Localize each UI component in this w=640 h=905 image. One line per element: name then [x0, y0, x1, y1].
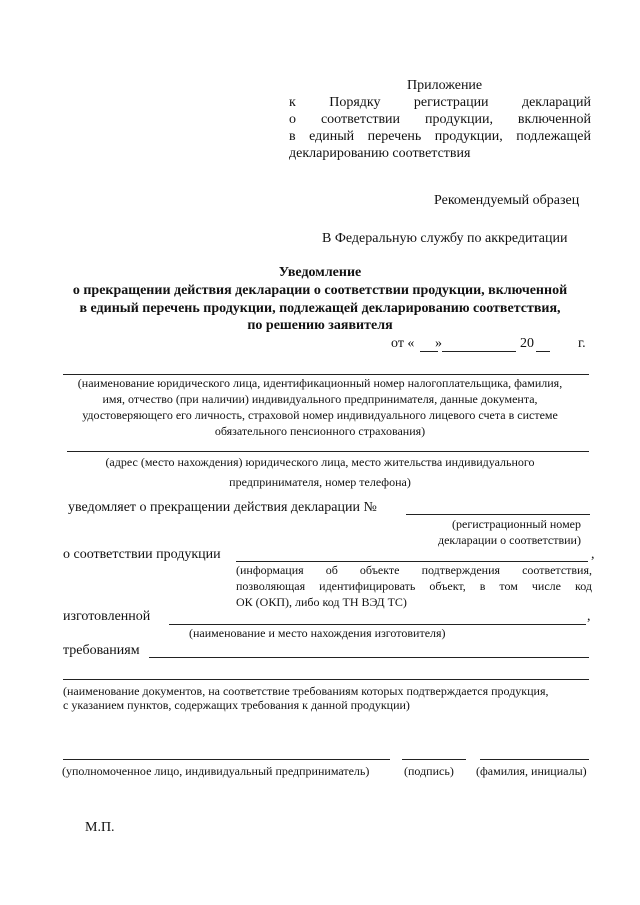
- appendix-line-1: [289, 95, 591, 111]
- notice-subtitle-2: в единый перечень продукции, подлежащей декларированию соответствия,: [79, 301, 561, 316]
- applicant-caption-1: (наименование юридического лица, идентификационный номер налогоплательщика, фамилия,: [77, 376, 563, 390]
- requirements-label: требованиям: [63, 643, 140, 658]
- manufacturer-comma: ,: [587, 609, 591, 624]
- product-caption-word: идентифицировать: [319, 579, 416, 593]
- appendix-word: продукции,: [424, 112, 493, 127]
- appendix-word: о: [289, 112, 296, 127]
- seal-mark: М.П.: [85, 820, 115, 835]
- applicant-caption-4: обязательного пенсионного страхования): [214, 424, 426, 438]
- appendix-title: Приложение: [407, 78, 483, 93]
- authorized-person-caption: (уполномоченное лицо, индивидуальный предприниматель): [62, 764, 370, 778]
- declaration-number-caption-1: (регистрационный номер: [452, 517, 581, 531]
- declaration-number-caption-2: декларации о соответствии): [438, 533, 581, 547]
- product-caption-3: ОК (ОКП), либо код ТН ВЭД ТС): [236, 595, 407, 609]
- appendix-word: регистрации: [413, 95, 489, 110]
- addressee: В Федеральную службу по аккредитации: [322, 231, 568, 246]
- address-caption-2: предпринимателя, номер телефона): [229, 475, 411, 489]
- appendix-line-2: [289, 112, 591, 128]
- product-caption-word: код: [574, 579, 592, 593]
- date-year-suffix: г.: [578, 336, 586, 351]
- manufacturer-field[interactable]: [169, 624, 586, 625]
- appendix-line-4: декларированию соответствия: [289, 146, 471, 161]
- product-caption-word: позволяющая: [236, 579, 306, 593]
- appendix-word: деклараций: [521, 95, 591, 110]
- requirements-field[interactable]: [149, 657, 589, 658]
- notice-subtitle-1: о прекращении действия декларации о соответствии продукции, включенной: [72, 283, 568, 298]
- product-caption-word: (информация: [236, 563, 304, 577]
- product-caption-1: [236, 563, 592, 578]
- product-caption-word: соответствия,: [522, 563, 592, 577]
- appendix-word: Порядку: [329, 95, 381, 110]
- address-caption-1: (адрес (место нахождения) юридического лица, место жительства индивидуального: [105, 455, 535, 469]
- product-caption-word: об: [325, 563, 338, 577]
- product-caption-word: в: [479, 579, 486, 593]
- requirements-field-2[interactable]: [63, 679, 589, 680]
- product-caption-word: числе: [531, 579, 561, 593]
- signature-field[interactable]: [402, 759, 466, 760]
- product-field[interactable]: [236, 561, 588, 562]
- date-quote-close: »: [435, 336, 442, 351]
- date-year-field[interactable]: [536, 351, 550, 352]
- requirements-caption-1: (наименование документов, на соответствие требованиям которых подтверждается продукция,: [63, 684, 549, 698]
- appendix-word: соответствии: [320, 112, 401, 127]
- sample-label: Рекомендуемый образец: [434, 193, 580, 208]
- requirements-caption-2: с указанием пунктов, содержащих требования к данной продукции): [63, 698, 410, 712]
- product-caption-word: подтверждения: [421, 563, 501, 577]
- notice-title: Уведомление: [278, 265, 362, 280]
- address-field[interactable]: [67, 451, 589, 452]
- appendix-word: включенной: [517, 112, 591, 127]
- applicant-caption-3: удостоверяющего его личность, страховой номер индивидуального лицевого счета в системе: [82, 408, 558, 422]
- full-name-field[interactable]: [480, 759, 589, 760]
- appendix-line-3: в единый перечень продукции, подлежащей: [289, 129, 591, 144]
- applicant-field[interactable]: [63, 374, 589, 375]
- full-name-caption: (фамилия, инициалы): [476, 764, 587, 778]
- signature-caption: (подпись): [404, 764, 454, 778]
- notifies-text: уведомляет о прекращении действия декларации №: [68, 500, 377, 515]
- date-prefix: от «: [391, 336, 415, 351]
- applicant-caption-2: имя, отчество (при наличии) индивидуального предпринимателя, данные документа,: [102, 392, 538, 406]
- declaration-number-field[interactable]: [406, 514, 590, 515]
- product-caption-word: объекте: [359, 563, 400, 577]
- product-comma: ,: [591, 547, 595, 562]
- notice-subtitle-3: по решению заявителя: [247, 318, 393, 333]
- appendix-word: к: [289, 95, 296, 110]
- product-caption-word: объект,: [429, 579, 466, 593]
- manufacturer-label: изготовленной: [63, 609, 151, 624]
- manufacturer-caption: (наименование и место нахождения изготовителя): [189, 626, 446, 640]
- authorized-person-field[interactable]: [63, 759, 390, 760]
- date-year-prefix: 20: [520, 336, 534, 351]
- date-month-field[interactable]: [442, 351, 516, 352]
- product-label: о соответствии продукции: [63, 547, 221, 562]
- product-caption-2: [236, 579, 592, 594]
- product-caption-word: том: [499, 579, 518, 593]
